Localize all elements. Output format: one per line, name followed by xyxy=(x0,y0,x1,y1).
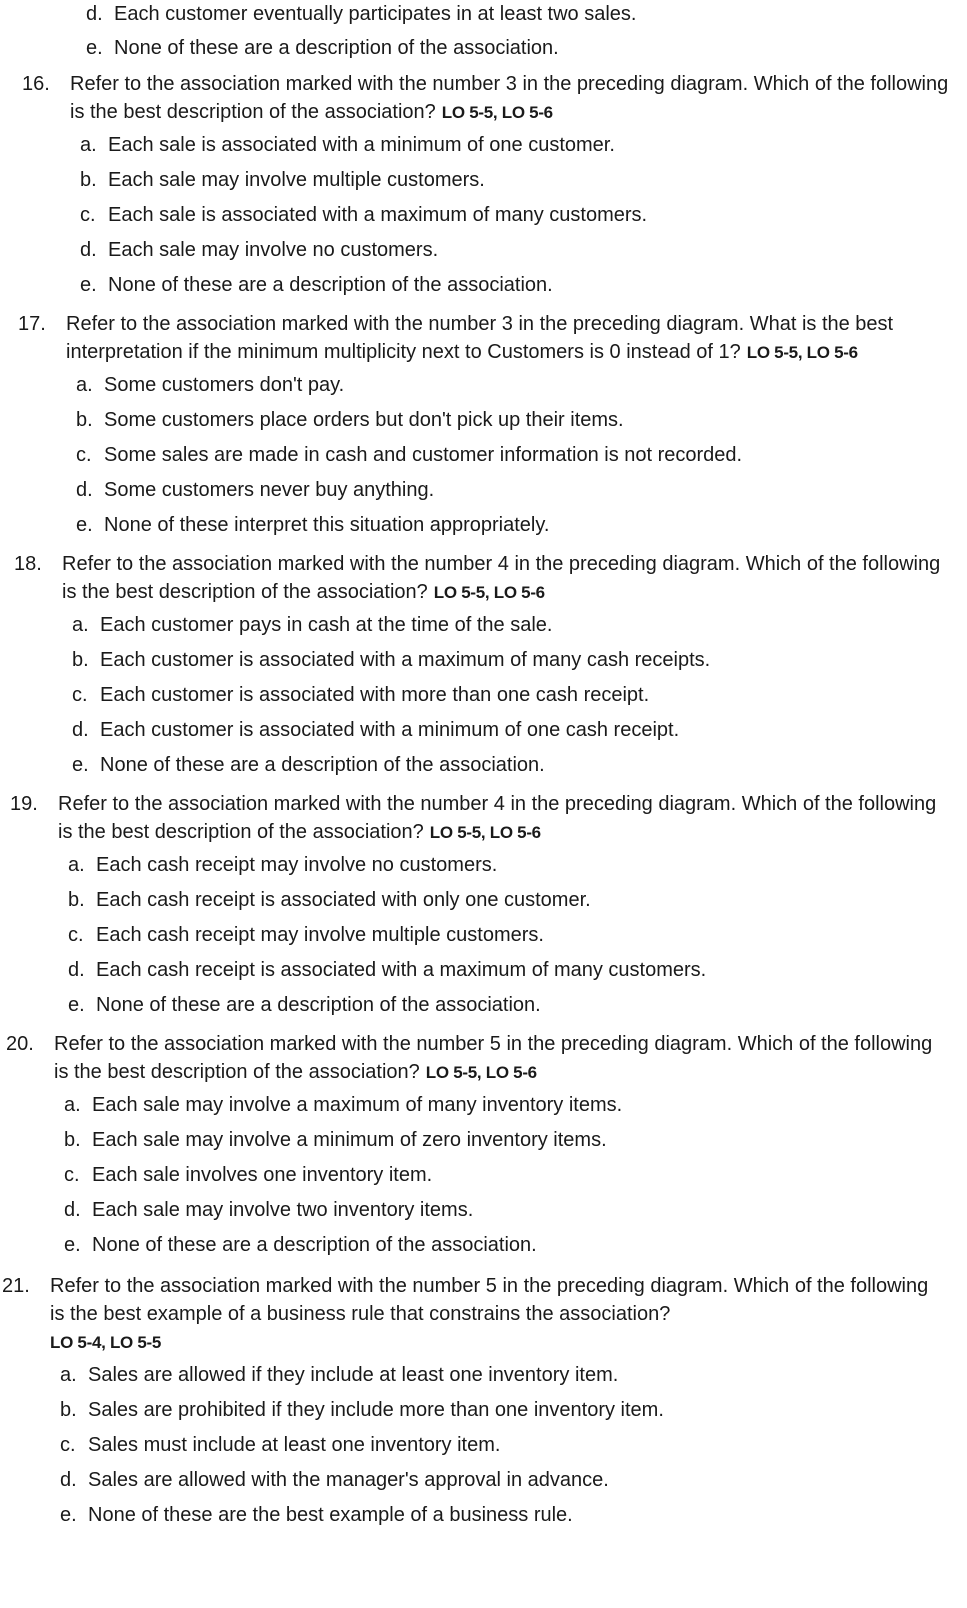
option-text: None of these interpret this situation appropriately. xyxy=(104,514,550,536)
option-item xyxy=(76,444,948,466)
option-text: None of these are a description of the association. xyxy=(92,1234,537,1256)
question-18 xyxy=(14,550,944,789)
option-item xyxy=(76,374,948,396)
option-text: Sales are allowed with the manager's approval in advance. xyxy=(88,1469,609,1491)
question-number: 16. xyxy=(22,73,50,95)
options-list xyxy=(64,1094,936,1256)
question-text: Refer to the association marked with the number 4 in the preceding diagram. Which of the following is the best description of the association? xyxy=(62,553,941,603)
option-letter: b. xyxy=(80,169,97,191)
option-text: None of these are a description of the association. xyxy=(108,274,553,296)
options-list xyxy=(68,854,940,1016)
option-item xyxy=(64,1234,936,1256)
option-text: Each customer is associated with a maximum of many cash receipts. xyxy=(100,649,711,671)
option-letter: b. xyxy=(64,1129,81,1151)
option-item xyxy=(80,274,952,296)
option-text: None of these are the best example of a business rule. xyxy=(88,1504,573,1526)
option-item xyxy=(64,1164,936,1186)
option-item xyxy=(60,1434,932,1456)
option-item xyxy=(72,754,944,776)
option-letter: a. xyxy=(80,134,97,156)
option-item xyxy=(72,649,944,671)
option-letter: a. xyxy=(68,854,85,876)
option-item xyxy=(80,204,952,226)
question-stem xyxy=(10,790,940,847)
learning-objective: LO 5-5, LO 5-6 xyxy=(433,583,545,602)
option-item xyxy=(72,719,944,741)
question-text: Refer to the association marked with the number 3 in the preceding diagram. What is the best interpretation if the minimum multiplicity next to Customers is 0 instead of 1? xyxy=(66,313,894,363)
learning-objective: LO 5-5, LO 5-6 xyxy=(746,343,858,362)
learning-objective: LO 5-5, LO 5-6 xyxy=(441,103,553,122)
question-number: 17. xyxy=(18,313,46,335)
question-text: Refer to the association marked with the number 5 in the preceding diagram. Which of the following is the best example of a business rule that constrains the association? xyxy=(50,1275,929,1325)
option-letter: c. xyxy=(64,1164,80,1186)
question-17 xyxy=(18,310,948,549)
question-number: 19. xyxy=(10,793,38,815)
question-stem xyxy=(22,70,952,127)
option-letter: e. xyxy=(76,514,93,536)
option-text: Each sale is associated with a maximum of many customers. xyxy=(108,204,648,226)
options-list xyxy=(60,1364,932,1526)
option-item xyxy=(64,1094,936,1116)
option-text: Each customer is associated with a minimum of one cash receipt. xyxy=(100,719,680,741)
option-text: Each cash receipt is associated with a maximum of many customers. xyxy=(96,959,707,981)
option-letter: a. xyxy=(60,1364,77,1386)
option-text: Sales must include at least one inventory item. xyxy=(88,1434,501,1456)
option-item xyxy=(68,994,940,1016)
option-letter: e. xyxy=(80,274,97,296)
option-letter: e. xyxy=(64,1234,81,1256)
option-letter: d. xyxy=(60,1469,77,1491)
option-letter: d. xyxy=(68,959,85,981)
option-text: Each cash receipt may involve no customers. xyxy=(96,854,498,876)
option-item xyxy=(80,239,952,261)
option-item xyxy=(64,1129,936,1151)
option-text: Each sale is associated with a minimum of one customer. xyxy=(108,134,615,156)
option-item xyxy=(76,514,948,536)
option-text: Each cash receipt may involve multiple customers. xyxy=(96,924,544,946)
option-item xyxy=(68,854,940,876)
learning-objective: LO 5-4, LO 5-5 xyxy=(50,1333,162,1352)
option-letter: d. xyxy=(80,239,97,261)
option-letter: d. xyxy=(72,719,89,741)
option-letter: a. xyxy=(64,1094,81,1116)
option-text: Each customer pays in cash at the time of the sale. xyxy=(100,614,553,636)
learning-objective: LO 5-5, LO 5-6 xyxy=(425,1063,537,1082)
question-stem xyxy=(18,310,948,367)
option-text: Each sale may involve multiple customers. xyxy=(108,169,485,191)
option-text: Each customer eventually participates in at least two sales. xyxy=(114,3,637,25)
option-letter: d. xyxy=(64,1199,81,1221)
option-text: Each sale may involve two inventory items. xyxy=(92,1199,474,1221)
option-letter: c. xyxy=(72,684,88,706)
option-text: Each sale may involve a maximum of many inventory items. xyxy=(92,1094,623,1116)
option-letter: c. xyxy=(60,1434,76,1456)
option-text: None of these are a description of the association. xyxy=(96,994,541,1016)
option-item xyxy=(60,1469,932,1491)
option-letter: e. xyxy=(72,754,89,776)
question-text: Refer to the association marked with the number 4 in the preceding diagram. Which of the following is the best description of the association? xyxy=(58,793,937,843)
option-item xyxy=(80,169,952,191)
option-text: Sales are prohibited if they include more than one inventory item. xyxy=(88,1399,664,1421)
question-text: Refer to the association marked with the number 5 in the preceding diagram. Which of the following is the best description of the association? xyxy=(54,1033,933,1083)
question-number: 21. xyxy=(2,1275,30,1297)
option-letter: a. xyxy=(72,614,89,636)
option-item xyxy=(64,1199,936,1221)
option-item xyxy=(60,1364,932,1386)
option-item xyxy=(68,924,940,946)
question-19 xyxy=(10,790,940,1029)
option-item xyxy=(76,479,948,501)
option-text: Each sale may involve a minimum of zero inventory items. xyxy=(92,1129,607,1151)
option-item xyxy=(60,1399,932,1421)
question-stem xyxy=(14,550,944,607)
option-item xyxy=(72,614,944,636)
option-letter: a. xyxy=(76,374,93,396)
option-letter: b. xyxy=(72,649,89,671)
option-item xyxy=(60,1504,932,1526)
learning-objective: LO 5-5, LO 5-6 xyxy=(429,823,541,842)
question-21 xyxy=(2,1272,932,1539)
option-letter: c. xyxy=(68,924,84,946)
question-16 xyxy=(22,70,952,309)
options-list xyxy=(80,134,952,296)
option-text: Some customers don't pay. xyxy=(104,374,345,396)
option-letter: e. xyxy=(86,37,103,59)
question-stem xyxy=(2,1272,932,1357)
option-letter: b. xyxy=(60,1399,77,1421)
question-number: 18. xyxy=(14,553,42,575)
option-text: None of these are a description of the association. xyxy=(114,37,559,59)
option-text: Each customer is associated with more than one cash receipt. xyxy=(100,684,650,706)
question-number: 20. xyxy=(6,1033,34,1055)
option-text: Each cash receipt is associated with only one customer. xyxy=(96,889,591,911)
option-item xyxy=(72,684,944,706)
option-text: Sales are allowed if they include at least one inventory item. xyxy=(88,1364,619,1386)
option-letter: b. xyxy=(76,409,93,431)
option-text: Each sale may involve no customers. xyxy=(108,239,439,261)
option-letter: c. xyxy=(76,444,92,466)
options-list xyxy=(72,614,944,776)
option-letter: e. xyxy=(60,1504,77,1526)
question-text: Refer to the association marked with the number 3 in the preceding diagram. Which of the following is the best description of the association? xyxy=(70,73,949,123)
option-item xyxy=(80,134,952,156)
option-item xyxy=(68,889,940,911)
option-item xyxy=(68,959,940,981)
option-text: Some customers place orders but don't pick up their items. xyxy=(104,409,624,431)
option-letter: c. xyxy=(80,204,96,226)
option-item xyxy=(76,409,948,431)
options-list xyxy=(76,374,948,536)
option-text: None of these are a description of the association. xyxy=(100,754,545,776)
question-stem xyxy=(6,1030,936,1087)
option-text: Some sales are made in cash and customer information is not recorded. xyxy=(104,444,743,466)
option-text: Each sale involves one inventory item. xyxy=(92,1164,433,1186)
question-20 xyxy=(6,1030,936,1269)
option-letter: e. xyxy=(68,994,85,1016)
option-letter: d. xyxy=(76,479,93,501)
option-text: Some customers never buy anything. xyxy=(104,479,435,501)
option-letter: b. xyxy=(68,889,85,911)
option-letter: d. xyxy=(86,3,103,25)
